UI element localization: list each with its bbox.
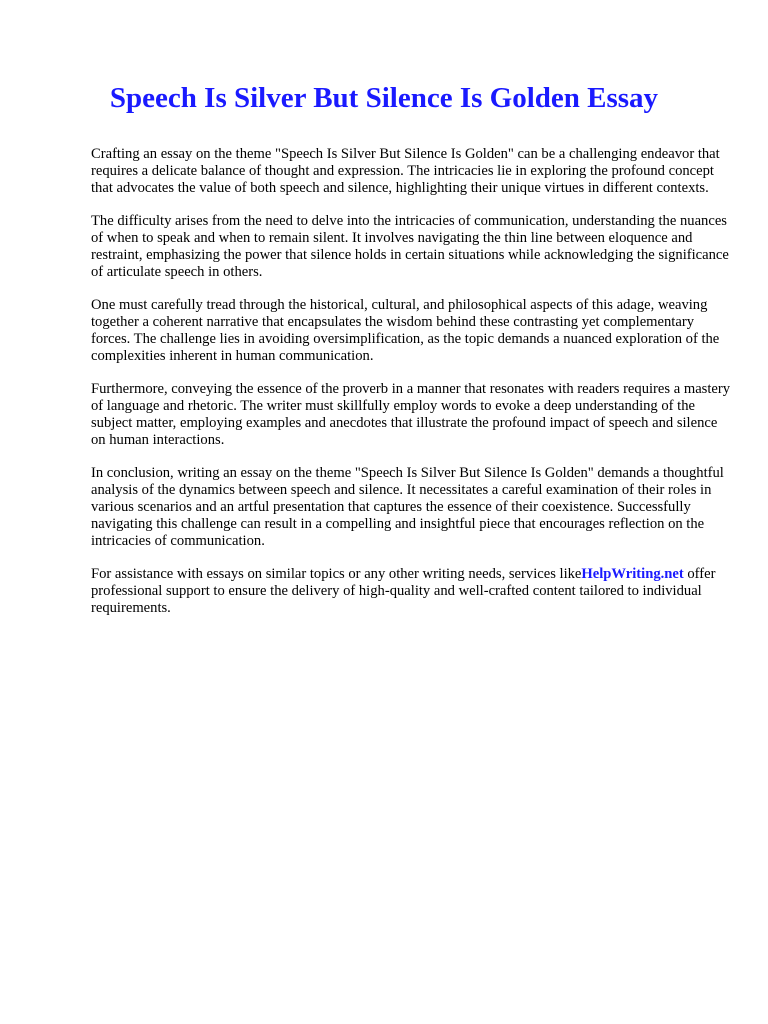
paragraph-5: In conclusion, writing an essay on the theme "Speech Is Silver But Silence Is Golden" demands a thoughtful analysis of the dynamics between speech and silence. It necessitates a careful examination of their roles in various scenarios and an artful presentation that captures the essence of their coexistence. Successfully navigating this challenge can result in a compelling and insightful piece that encourages reflection on the intricacies of communication. [91, 465, 724, 549]
paragraph-6 [91, 566, 731, 617]
document-body [91, 146, 731, 633]
paragraph-6-text-before-link: For assistance with essays on similar topics or any other writing needs, services like [91, 566, 582, 582]
helpwriting-link[interactable]: HelpWriting.net [581, 566, 684, 582]
document-title: Speech Is Silver But Silence Is Golden Essay [109, 82, 659, 114]
paragraph-4: Furthermore, conveying the essence of the proverb in a manner that resonates with readers requires a mastery of language and rhetoric. The writer must skillfully employ words to evoke a deep understanding of the subject matter, employing examples and anecdotes that illustrate the profound impact of speech and silence on human interactions. [91, 381, 731, 448]
paragraph-3: One must carefully tread through the historical, cultural, and philosophical aspects of this adage, weaving together a coherent narrative that encapsulates the wisdom behind these contrasting yet complementary forces. The challenge lies in avoiding oversimplification, as the topic demands a nuanced exploration of the complexities inherent in human communication. [91, 297, 720, 364]
paragraph-6-text-after-link: offer professional support to ensure the delivery of high-quality and well-crafted content tailored to individual requirements. [91, 566, 716, 616]
paragraph-2: The difficulty arises from the need to delve into the intricacies of communication, understanding the nuances of when to speak and when to remain silent. It involves navigating the thin line between eloquence and restraint, emphasizing the power that silence holds in certain situations while acknowledging the significance of articulate speech in others. [91, 213, 729, 280]
paragraph-1: Crafting an essay on the theme "Speech Is Silver But Silence Is Golden" can be a challenging endeavor that requires a delicate balance of thought and expression. The intricacies lie in exploring the profound concept that advocates the value of both speech and silence, highlighting their unique virtues in different contexts. [91, 146, 720, 196]
